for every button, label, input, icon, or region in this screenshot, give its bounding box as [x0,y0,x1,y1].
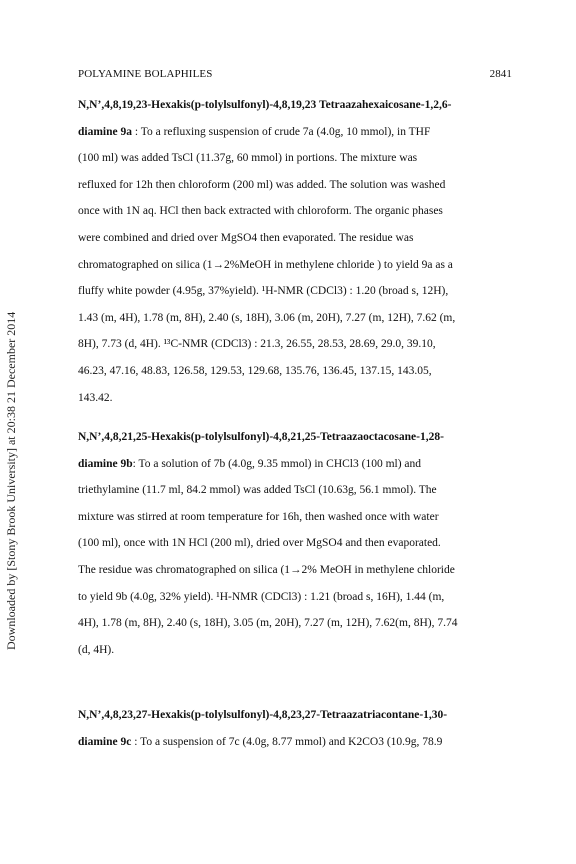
text-line: The residue was chromatographed on silica (1→2% MeOH in methylene chloride [78,563,455,576]
compound-label: diamine 9b [78,457,133,470]
text-line: once with 1N aq. HCl then back extracted with chloroform. The organic phases [78,205,443,218]
text-line: to yield 9b (4.0g, 32% yield). ¹H-NMR (CDCl3) : 1.21 (broad s, 16H), 1.44 (m, [78,590,445,603]
text-line [78,451,510,478]
text-line: (d, 4H). [78,643,115,656]
text-fragment: : To a refluxing suspension of crude 7a (4.0g, 10 mmol), in THF [132,125,431,138]
compound-title: N,N’,4,8,23,27-Hexakis(p-tolylsulfonyl)-4,8,23,27-Tetraazatriacontane-1,30- [78,709,448,721]
section-9c [78,702,510,755]
section-9a [78,92,510,411]
compound-title: N,N’,4,8,21,25-Hexakis(p-tolylsulfonyl)-4,8,21,25-Tetraazaoctacosane-1,28- [78,431,444,443]
text-line: 1.43 (m, 4H), 1.78 (m, 8H), 2.40 (s, 18H), 3.06 (m, 20H), 7.27 (m, 12H), 7.62 (m, [78,311,456,324]
page-number: 2841 [489,68,512,80]
running-title: POLYAMINE BOLAPHILES [78,68,213,80]
text-line: (100 ml), once with 1N HCl (200 ml), dried over MgSO4 and then evaporated. [78,537,441,550]
text-line: refluxed for 12h then chloroform (200 ml) was added. The solution was washed [78,178,446,191]
text-line [78,729,510,756]
compound-label: diamine 9a [78,125,132,138]
text-line: 8H), 7.73 (d, 4H). ¹³C-NMR (CDCl3) : 21.3, 26.55, 28.53, 28.69, 29.0, 39.10, [78,338,436,351]
text-line: mixture was stirred at room temperature for 16h, then washed once with water [78,510,439,523]
section-9b [78,424,510,663]
running-header [78,68,512,80]
compound-label: diamine 9c [78,735,132,748]
text-line: chromatographed on silica (1→2%MeOH in methylene chloride ) to yield 9a as a [78,258,453,271]
text-line: 46.23, 47.16, 48.83, 126.58, 129.53, 129.68, 135.76, 136.45, 137.15, 143.05, [78,364,432,377]
text-line: fluffy white powder (4.95g, 37%yield). ¹H-NMR (CDCl3) : 1.20 (broad s, 12H), [78,285,449,298]
text-line: 143.42. [78,391,113,404]
text-line: 4H), 1.78 (m, 8H), 2.40 (s, 18H), 3.05 (m, 20H), 7.27 (m, 12H), 7.62(m, 8H), 7.74 [78,617,458,630]
text-line: triethylamine (11.7 ml, 84.2 mmol) was added TsCl (10.63g, 56.1 mmol). The [78,484,437,497]
compound-title: N,N’,4,8,19,23-Hexakis(p-tolylsulfonyl)-4,8,19,23 Tetraazahexaicosane-1,2,6- [78,99,452,111]
text-fragment: : To a suspension of 7c (4.0g, 8.77 mmol) and K2CO3 (10.9g, 78.9 [131,735,443,748]
download-watermark: Downloaded by [Stony Brook University] at 20:38 21 December 2014 [4,311,18,650]
text-line: (100 ml) was added TsCl (11.37g, 60 mmol) in portions. The mixture was [78,152,418,165]
text-line: were combined and dried over MgSO4 then evaporated. The residue was [78,231,414,244]
text-line [78,119,510,146]
text-fragment: : To a solution of 7b (4.0g, 9.35 mmol) in CHCl3 (100 ml) and [132,457,422,470]
